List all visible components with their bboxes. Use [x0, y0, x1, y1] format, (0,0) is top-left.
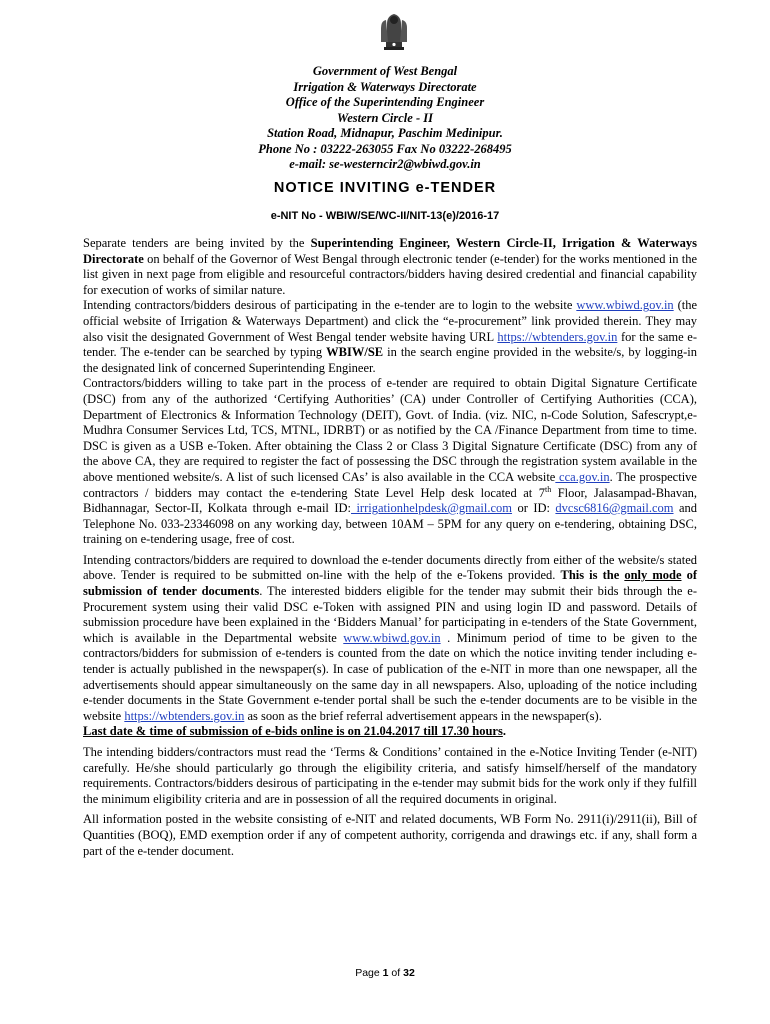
text: Intending contractors/bidders are required to download the e-tender documents directly from either of the website/s stated above. Tender is required to be submitted on-line with the help of the e-Tokens provided. — [83, 552, 697, 583]
deadline-text: Last date & time of submission of e-bids online is on 21.04.2017 till 17.30 hours — [83, 724, 503, 739]
text: Contractors/bidders willing to take part in the process of e-tender are required to obtain Digital Signature Certificate (DSC) from any of the authorized ‘Certifying Authorities’ (CA) under Controller of Certifying Authorities (CCA), Department of Electronics & Information Technology (DEIT), Govt. of India. (viz. NIC, n-Code Solution, Safescrypt,e-Mudhra Consumer Services Ltd, TCS, MTNL, IDRBT) or as notified by the CA /Finance Department from time to time. DSC is given as a USB e-Token. After obtaining the Class 2 or Class 3 Digital Signature Certificate (DSC) from any of the above CA, they are required to register the fact of possessing the DSC through the registration system available in the above mentioned website/s. A list of such licensed CAs’ is also available in the CCA website — [83, 376, 697, 484]
paragraph-terms — [83, 745, 697, 807]
superscript: th — [544, 484, 552, 494]
header-email: e-mail: se-westerncir2@wbiwd.gov.in — [289, 157, 481, 171]
text: Intending contractors/bidders desirous of participating in the e-tender are to login to the website — [83, 298, 577, 313]
of-label: of — [391, 967, 401, 979]
bold-text: of submission of tender documents — [83, 568, 698, 599]
helpdesk-email-link[interactable]: irrigationhelpdesk@gmail.com — [351, 501, 513, 516]
bold-text: WBIW/SE — [326, 345, 384, 360]
text: on behalf of the Governor of West Bengal through electronic tender (e-tender) for the works mentioned in the list given in next page from eligible and resourceful contractors/bidders having desired credential and financial capability for execution of works of similar nature. — [83, 251, 697, 297]
wbtenders-link[interactable]: https://wbtenders.gov.in — [124, 708, 245, 723]
paragraph-invitation — [83, 236, 697, 298]
text: (the official website of Irrigation & Waterways Department) and click the “e-procurement” link provided therein. They may also visit the designated Government of West Bengal tender website having URL — [83, 298, 698, 344]
text: . Minimum period of time to be given to the contractors/bidders for submission of e-tenders is counted from the date on which the notice inviting tender including e-tender is actually published in the newspaper(s). In case of publication of the e-NIT in more than one newspaper, all the advertisements should appear simultaneously on the same day in all newspapers. Also, uploading of the notice including e-tender documents in the State Government e-tender portal shall be such the e-tender documents are to be visible in the website — [83, 630, 697, 723]
text: Separate tenders are being invited by the — [83, 236, 311, 250]
bold-text: This is the — [560, 568, 625, 583]
page-footer — [0, 967, 770, 979]
text: for the same e-tender. The e-tender can be searched by typing — [83, 329, 698, 360]
header-address: Station Road, Midnapur, Paschim Medinipur. — [267, 126, 503, 140]
bold-text: Superintending Engineer, Western Circle-II, Irrigation & Waterways Directorate — [83, 236, 697, 266]
paragraph-login — [83, 298, 697, 376]
text: and Telephone No. 033-23346098 on any working day, between 10AM – 5PM for any query on e-tendering, obtaining DSC, training on e-tendering usage, free of cost. — [83, 501, 697, 547]
text: . The prospective contractors / bidders may contact the e-tendering State Level Help desk located at 7 — [83, 469, 697, 500]
bold-underlined-text: only mode — [624, 568, 682, 583]
paragraph-deadline — [83, 724, 697, 740]
text: as soon as the brief referral advertisement appears in the newspaper(s). — [244, 708, 602, 723]
page-number: 1 — [382, 967, 389, 979]
text: All information posted in the website consisting of e-NIT and related documents, WB Form No. 2911(i)/2911(ii), Bill of Quantities (BOQ), EMD exemption order if any of competent authority, corrigenda and drawings etc. if any, shall form a part of the e-tender document. — [83, 812, 697, 858]
wbtenders-link[interactable]: https://wbtenders.gov.in — [497, 329, 618, 344]
wbiwd-link[interactable]: www.wbiwd.gov.in — [576, 298, 674, 313]
text: . The interested bidders eligible for the tender may submit their bids through the e-Procurement system using their valid DSC e-Token with assigned PIN and using login ID and password. Details of submission procedure have been explained in the ‘Bidders Manual’ for participating in e-tenders of the State Government, which is available in the Departmental website — [83, 584, 697, 645]
cca-link[interactable]: cca.gov.in — [555, 469, 610, 484]
header-office: Office of the Superintending Engineer — [285, 95, 485, 109]
page-total: 32 — [403, 967, 415, 979]
dvcsc-email-link[interactable]: dvcsc6816@gmail.com — [555, 501, 674, 516]
paragraph-submission — [83, 553, 697, 725]
paragraph-information — [83, 812, 697, 859]
text: or ID: — [512, 501, 556, 516]
text: The intending bidders/contractors must read the ‘Terms & Conditions’ contained in the e-Notice Inviting Tender (e-NIT) carefully. He/she should particularly go through the eligibility criteria, and satisfy himself/herself of the mandatory requirements. Contractors/bidders desirous of participating in the e-tender may submit bids for the work only if they fulfill the minimum eligibility criteria and are in possession of all the required documents in original. — [83, 745, 697, 806]
header-government: Government of West Bengal — [312, 64, 458, 78]
notice-body — [83, 236, 697, 859]
text: in the search engine provided in the website/s, by logging-in the designated link of concerned Superintending Engineer. — [83, 345, 697, 375]
header-phone: Phone No : 03222-263055 Fax No 03222-268495 — [258, 141, 512, 156]
header-directorate: Irrigation & Waterways Directorate — [293, 79, 477, 94]
notice-title: NOTICE INVITING e-TENDER — [273, 180, 497, 196]
text: . — [502, 724, 506, 739]
state-emblem-icon — [372, 8, 416, 62]
page-label: Page — [355, 967, 380, 979]
paragraph-dsc — [83, 376, 697, 548]
wbiwd-link[interactable]: www.wbiwd.gov.in — [343, 630, 441, 645]
text: Floor, Jalasampad-Bhavan, Bidhannagar, Sector-II, Kolkata through e-mail ID: — [83, 485, 697, 516]
enit-number: e-NIT No - WBIW/SE/WC-II/NIT-13(e)/2016-17 — [270, 210, 500, 222]
office-header — [0, 64, 770, 173]
header-circle: Western Circle - II — [337, 110, 433, 125]
